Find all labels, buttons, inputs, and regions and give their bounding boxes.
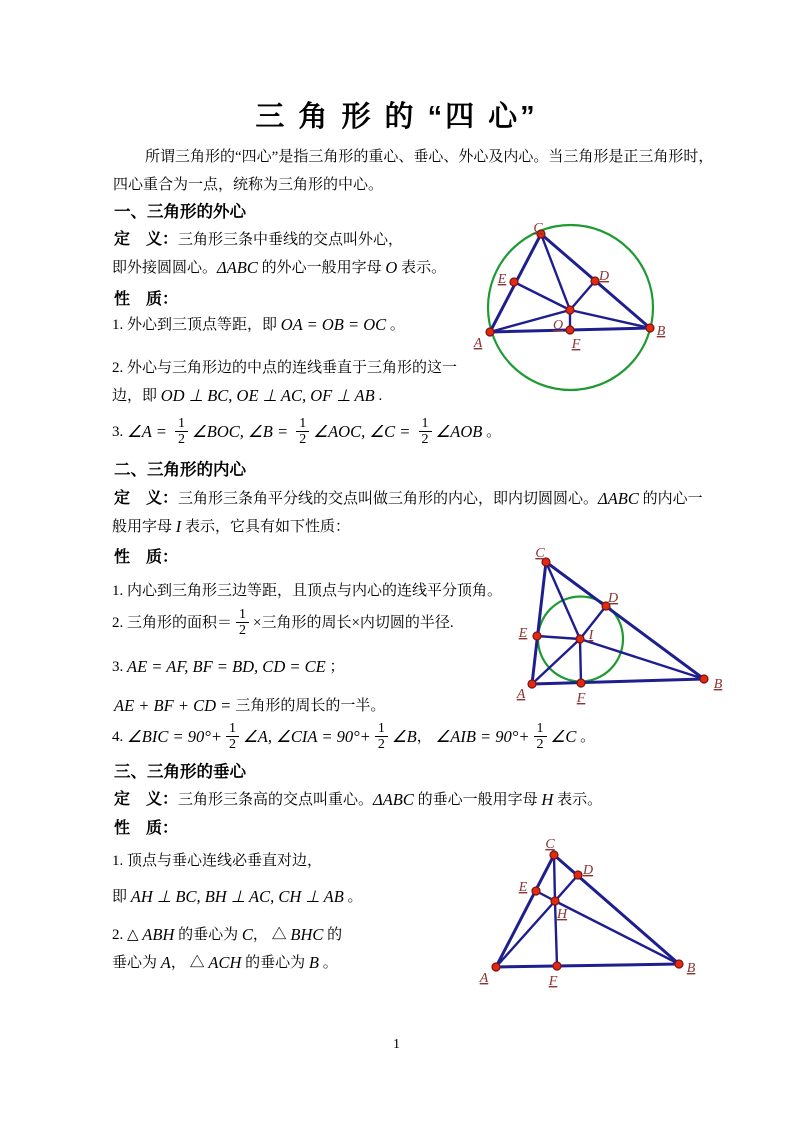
text-segment: 垂心为 [112,955,161,971]
point-dot-E [510,278,518,286]
page-number: 1 [393,1037,400,1052]
text-segment: 3. [112,423,127,440]
point-label-B: B [686,961,696,976]
math-text: ∠A = [127,421,171,441]
math-text: OD ⊥ BC, OE ⊥ AC, OF ⊥ AB [160,386,375,405]
point-dot-H [551,897,559,905]
math-text: C [241,925,253,944]
math-text: BHC [290,925,324,944]
section2-property-4 [112,721,595,753]
segment-OD [570,281,595,310]
section3-property-1-line-1 [112,850,322,872]
fraction: $\frac{1}{2}$ [236,607,249,639]
point-dot-D [574,871,582,879]
section3-property-2-line-1 [112,924,342,946]
text-segment: 2. 外心与三角形边的中点的连线垂直于三角形的这一 [112,360,458,376]
text-segment: ， [416,728,436,745]
text-segment: 的内心一 [638,491,703,507]
math-text: O [385,258,398,277]
section1-property-1 [112,314,405,336]
segment-AC [532,562,546,684]
point-label-A: A [479,971,489,986]
fraction: $\frac{1}{2}$ [296,416,309,448]
text-segment: 1. 内心到三角形三边等距，且顶点与内心的连线平分顶角。 [112,583,503,599]
segment-IE [537,636,580,639]
section2-property-3-line-2 [114,695,385,717]
bold-label: 性 质： [114,820,179,837]
point-dot-B [675,960,683,968]
text-segment: 1. 顶点与垂心连线必垂直对边， [112,853,323,869]
fraction: $\frac{1}{2}$ [534,721,547,753]
point-label-H: H [556,907,568,922]
point-label-D: D [607,591,619,606]
math-text: ∠BOC, ∠B = [191,421,293,441]
section1-definition-line-2 [112,257,446,279]
text-segment: 三角形三条中垂线的交点叫外心， [178,232,404,248]
bold-label: 定 义： [114,490,179,507]
bold-label: 二、三角形的内心 [114,461,246,479]
math-text: ∠AOB [435,421,483,441]
math-text: A [160,953,171,972]
math-text: B [308,953,319,972]
point-label-D: D [582,863,594,878]
math-text: ∠C [550,726,577,746]
bold-label: 定 义： [114,791,179,808]
math-text: OA = OB = OC [280,315,387,334]
text-segment: 所谓三角形的“四心”是指三角形的重心、垂心、外心及内心。当三角形是正三角形时， [145,149,714,165]
text-segment: 2. △ [112,927,143,943]
math-text: ∠CIA = 90°+ [276,726,371,746]
bold-label: 性 质： [114,549,179,566]
point-dot-O [566,306,574,314]
text-segment: 。 [343,889,363,905]
text-segment: 表示，它具有如下性质： [181,519,351,535]
text-segment: 2. 三角形的面积＝ [112,614,233,631]
math-text: AH ⊥ BC, BH ⊥ AC, CH ⊥ AB [130,887,344,906]
orthocenter-diagram [465,828,710,990]
point-dot-D [591,277,599,285]
point-dot-A [486,328,494,336]
text-segment: ； [325,659,345,675]
point-dot-F [553,962,561,970]
text-segment: 。 [386,317,405,333]
segment-BC [546,562,704,679]
point-dot-B [646,324,654,332]
point-label-A: A [473,336,483,351]
section2-property-3-line-1 [112,656,344,678]
point-dot-B [700,675,708,683]
math-text: ∠B [391,726,417,746]
bold-label: 定 义： [114,231,179,248]
point-label-F: F [576,691,586,706]
segment-BI [580,639,704,679]
math-text: ∠A, [243,726,277,746]
text-segment: 的垂心为 [241,955,309,971]
incenter-diagram [505,540,740,710]
point-dot-F [577,679,585,687]
point-label-C: C [533,221,543,236]
text-segment: ， △ [252,927,291,943]
math-text: H [541,790,554,809]
bold-label: 一、三角形的外心 [114,203,246,221]
section3-heading [114,761,246,783]
text-segment: 。 [482,423,502,440]
point-label-E: E [497,272,507,287]
section3-property-2-line-2 [112,952,338,974]
text-segment: 三角形三条角平分线的交点叫做三角形的内心，即内切圆圆心。 [178,491,599,507]
point-label-F: F [548,974,558,989]
point-label-C: C [545,837,555,852]
fraction: $\frac{1}{2}$ [419,416,432,448]
section2-property-2 [112,607,454,639]
section1-property-2-line-1 [112,357,457,379]
text-segment: 表示。 [553,792,603,808]
math-text: ∠AIB = 90°+ [435,726,530,746]
math-text: ΔABC [598,489,639,508]
text-segment: 的外心一般用字母 [257,260,386,276]
point-label-B: B [656,324,666,339]
section3-property-1-line-2 [112,886,363,908]
text-segment: 般用字母 [112,519,176,535]
section1-definition-line-1 [114,229,403,251]
text-segment: 四心重合为一点，统称为三角形的中心。 [113,177,384,193]
point-label-F: F [571,337,581,352]
point-dot-A [528,680,536,688]
segment-AB [496,964,679,967]
text-segment: 表示。 [397,260,447,276]
text-segment: 3. [112,659,127,675]
math-text: ∠AOC, ∠C = [313,421,415,441]
math-text: ∠BIC = 90°+ [127,726,222,746]
text-segment: . [374,388,383,404]
point-label-A: A [516,687,526,702]
text-segment: 的垂心为 [174,927,242,943]
math-text: I [175,517,182,536]
point-dot-E [533,632,541,640]
circumcenter-diagram [450,205,710,405]
section3-properties-label [114,818,178,840]
text-segment: 即外接圆圆心。 [112,260,218,276]
text-segment: ， △ [170,955,209,971]
math-text: ΔABC [217,258,258,277]
point-label-B: B [713,677,723,692]
point-dot-E [532,887,540,895]
point-label-I: I [588,628,594,643]
text-segment: 三角形三条高的交点叫重心。 [178,792,374,808]
point-label-E: E [518,626,528,641]
segment-AB [532,679,704,684]
point-label-O: O [552,318,564,333]
math-text: ABH [142,925,175,944]
section2-properties-label [114,547,178,569]
math-text: ACH [208,953,242,972]
section1-property-3 [112,416,501,448]
point-dot-A [492,963,500,971]
fraction: $\frac{1}{2}$ [175,416,188,448]
math-text: ΔABC [373,790,414,809]
section2-heading [114,459,246,481]
point-label-D: D [598,269,610,284]
math-text: AE + BF + CD = [114,696,236,715]
point-dot-C [550,851,558,859]
segment-IF [580,639,581,683]
segment-HD [555,875,578,901]
text-segment: 4. [112,728,127,745]
bold-label: 性 质： [114,291,179,308]
section3-definition [114,789,602,811]
fraction: $\frac{1}{2}$ [226,721,239,753]
section2-definition-line-1 [114,488,703,510]
text-segment: 。 [576,728,596,745]
section2-definition-line-2 [112,516,350,538]
math-text: AE = AF, BF = BD, CD = CE [127,657,326,676]
page-title: 三 角 形 的 “四 心” [255,101,538,133]
point-dot-F [566,326,574,334]
section2-property-1 [112,580,502,602]
segment-CH [554,855,555,901]
text-segment: 的 [323,927,343,943]
intro-line-2 [113,174,383,196]
text-segment: 三角形的周长的一半。 [235,698,386,714]
text-segment: 1. 外心到三顶点等距，即 [112,317,281,333]
fraction: $\frac{1}{2}$ [375,721,388,753]
point-label-C: C [535,546,545,561]
section1-properties-label [114,289,178,311]
bold-label: 三、三角形的垂心 [114,763,246,781]
text-segment: 边，即 [112,388,161,404]
section1-property-2-line-2 [112,385,382,407]
point-label-E: E [518,880,528,895]
text-segment: 的垂心一般用字母 [413,792,542,808]
section1-heading [114,201,246,223]
text-segment: 。 [318,955,338,971]
text-segment: ×三角形的周长×内切圆的半径. [253,614,454,631]
text-segment: 即 [112,889,131,905]
intro-line-1 [145,146,713,168]
point-dot-I [576,635,584,643]
